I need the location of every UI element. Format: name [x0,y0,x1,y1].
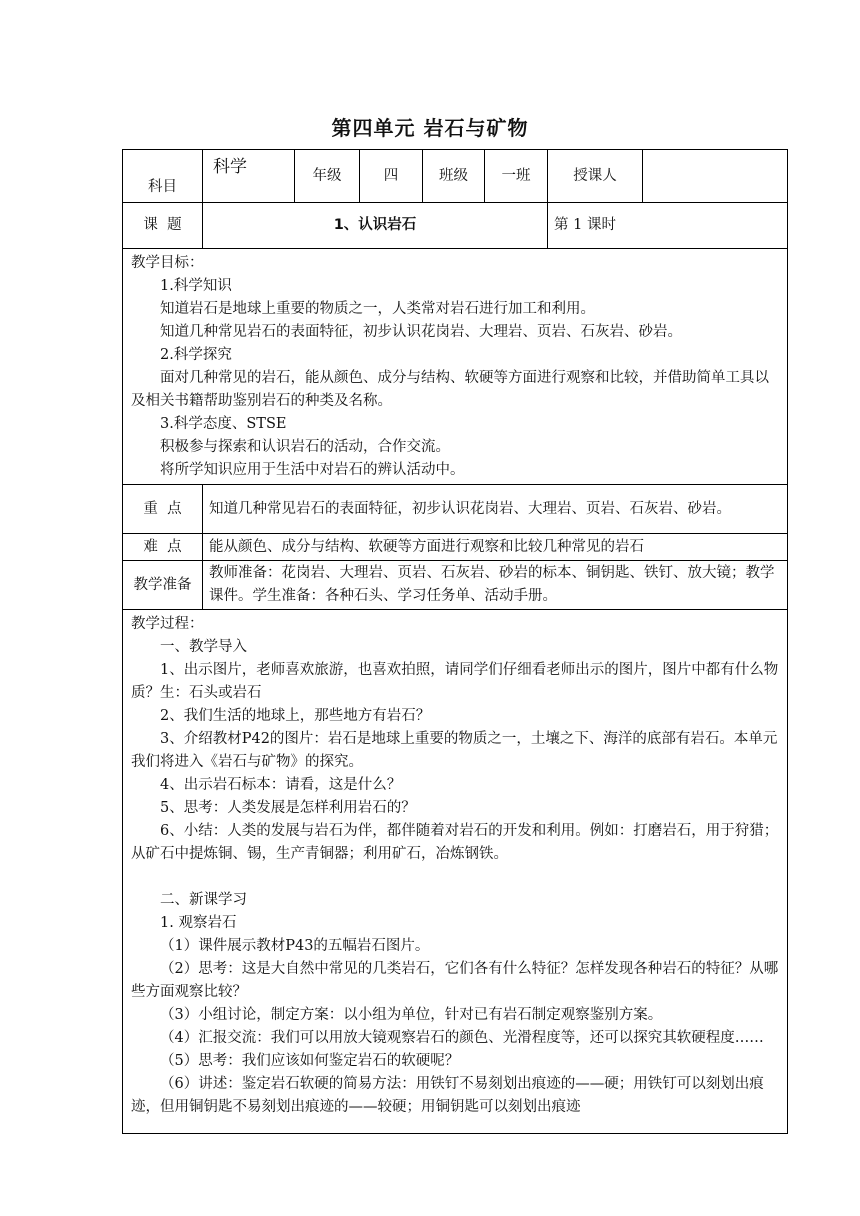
objectives-heading: 教学目标： [131,255,204,271]
difficulty-text: 能从颜色、成分与结构、软硬等方面进行观察和比较几种常见的岩石 [203,534,788,561]
process-line: 二、新课学习 [160,892,247,908]
objective-line: 1.科学知识 [160,278,232,294]
key-point-text: 知道几种常见岩石的表面特征，初步认识花岗岩、大理岩、页岩、石灰岩、砂岩。 [203,485,788,534]
objectives-row [123,249,788,485]
subject-label: 科目 [123,150,203,203]
objective-line: 知道几种常见岩石的表面特征，初步认识花岗岩、大理岩、页岩、石灰岩、砂岩。 [160,324,682,340]
process-heading: 教学过程： [131,616,204,632]
process-line: 5、思考：人类发展是怎样利用岩石的？ [160,800,416,816]
process-block [123,610,788,1134]
objective-line: 3.科学态度、STSE [160,416,287,432]
process-line: （3）小组讨论，制定方案：以小组为单位，针对已有岩石制定观察鉴别方案。 [160,1007,663,1023]
difficulty-row [123,534,788,561]
objective-line: 面对几种常见的岩石，能从颜色、成分与结构、软硬等方面进行观察和比较，并借助简单工具以及相关书籍帮助鉴别岩石的种类及名称。 [131,370,769,409]
process-line: 一、教学导入 [160,639,247,655]
process-line: 4、出示岩石标本：请看，这是什么？ [160,777,402,793]
difficulty-label: 难 点 [123,534,203,561]
key-point-label: 重 点 [123,485,203,534]
class-value: 一班 [485,150,548,203]
key-point-row [123,485,788,534]
process-line: 1. 观察岩石 [160,915,237,931]
process-line: 3、介绍教材P42的图片：岩石是地球上重要的物质之一，土壤之下、海洋的底部有岩石。本单元我们将进入《岩石与矿物》的探究。 [131,731,778,770]
class-label: 班级 [423,150,485,203]
lesson-period: 第 1 课时 [548,203,788,249]
process-line: （2）思考：这是大自然中常见的几类岩石，它们各有什么特征？怎样发现各种岩石的特征？从哪些方面观察比较？ [131,961,779,1000]
objectives-block [123,249,788,485]
process-line: （1）课件展示教材P43的五幅岩石图片。 [160,938,430,954]
preparation-label: 教学准备 [123,561,203,610]
grade-value: 四 [360,150,423,203]
grade-label: 年级 [295,150,360,203]
page-title: 第四单元 岩石与矿物 [331,116,529,140]
subject-value: 科学 [203,150,295,203]
preparation-row [123,561,788,610]
objective-line: 知道岩石是地球上重要的物质之一，人类常对岩石进行加工和利用。 [160,301,595,317]
objective-line: 积极参与探索和认识岩石的活动，合作交流。 [160,439,450,455]
objective-line: 将所学知识应用于生活中对岩石的辨认活动中。 [160,462,465,478]
process-line: 2、我们生活的地球上，那些地方有岩石？ [160,708,431,724]
objective-line: 2.科学探究 [160,347,232,363]
topic-label: 课 题 [123,203,203,249]
process-line: （5）思考：我们应该如何鉴定岩石的软硬呢？ [160,1053,460,1069]
topic-row [123,203,788,249]
process-line: 1、出示图片，老师喜欢旅游，也喜欢拍照，请同学们仔细看老师出示的图片，图片中都有什么物质？生：石头或岩石 [131,662,779,701]
process-line: （4）汇报交流：我们可以用放大镜观察岩石的颜色、光滑程度等，还可以探究其软硬程度…… [160,1030,764,1046]
teacher-label: 授课人 [548,150,643,203]
header-row [123,150,788,203]
process-blank-line [131,866,781,889]
process-row [123,610,788,1134]
process-line: 6、小结：人类的发展与岩石为伴，都伴随着对岩石的开发和利用。例如：打磨岩石，用于狩猎；从矿石中提炼铜、锡，生产青铜器；利用矿石，冶炼钢铁。 [131,823,779,862]
preparation-text: 教师准备：花岗岩、大理岩、页岩、石灰岩、砂岩的标本、铜钥匙、铁钉、放大镜；教学课件。学生准备：各种石头、学习任务单、活动手册。 [203,561,788,610]
lesson-title: 1、认识岩石 [203,203,548,249]
process-line: （6）讲述：鉴定岩石软硬的简易方法：用铁钉不易刻划出痕迹的——硬；用铁钉可以刻划出痕迹，但用铜钥匙不易刻划出痕迹的——较硬；用铜钥匙可以刻划出痕迹 [131,1076,764,1115]
teacher-value [643,150,788,203]
lesson-plan-table [122,149,788,1134]
